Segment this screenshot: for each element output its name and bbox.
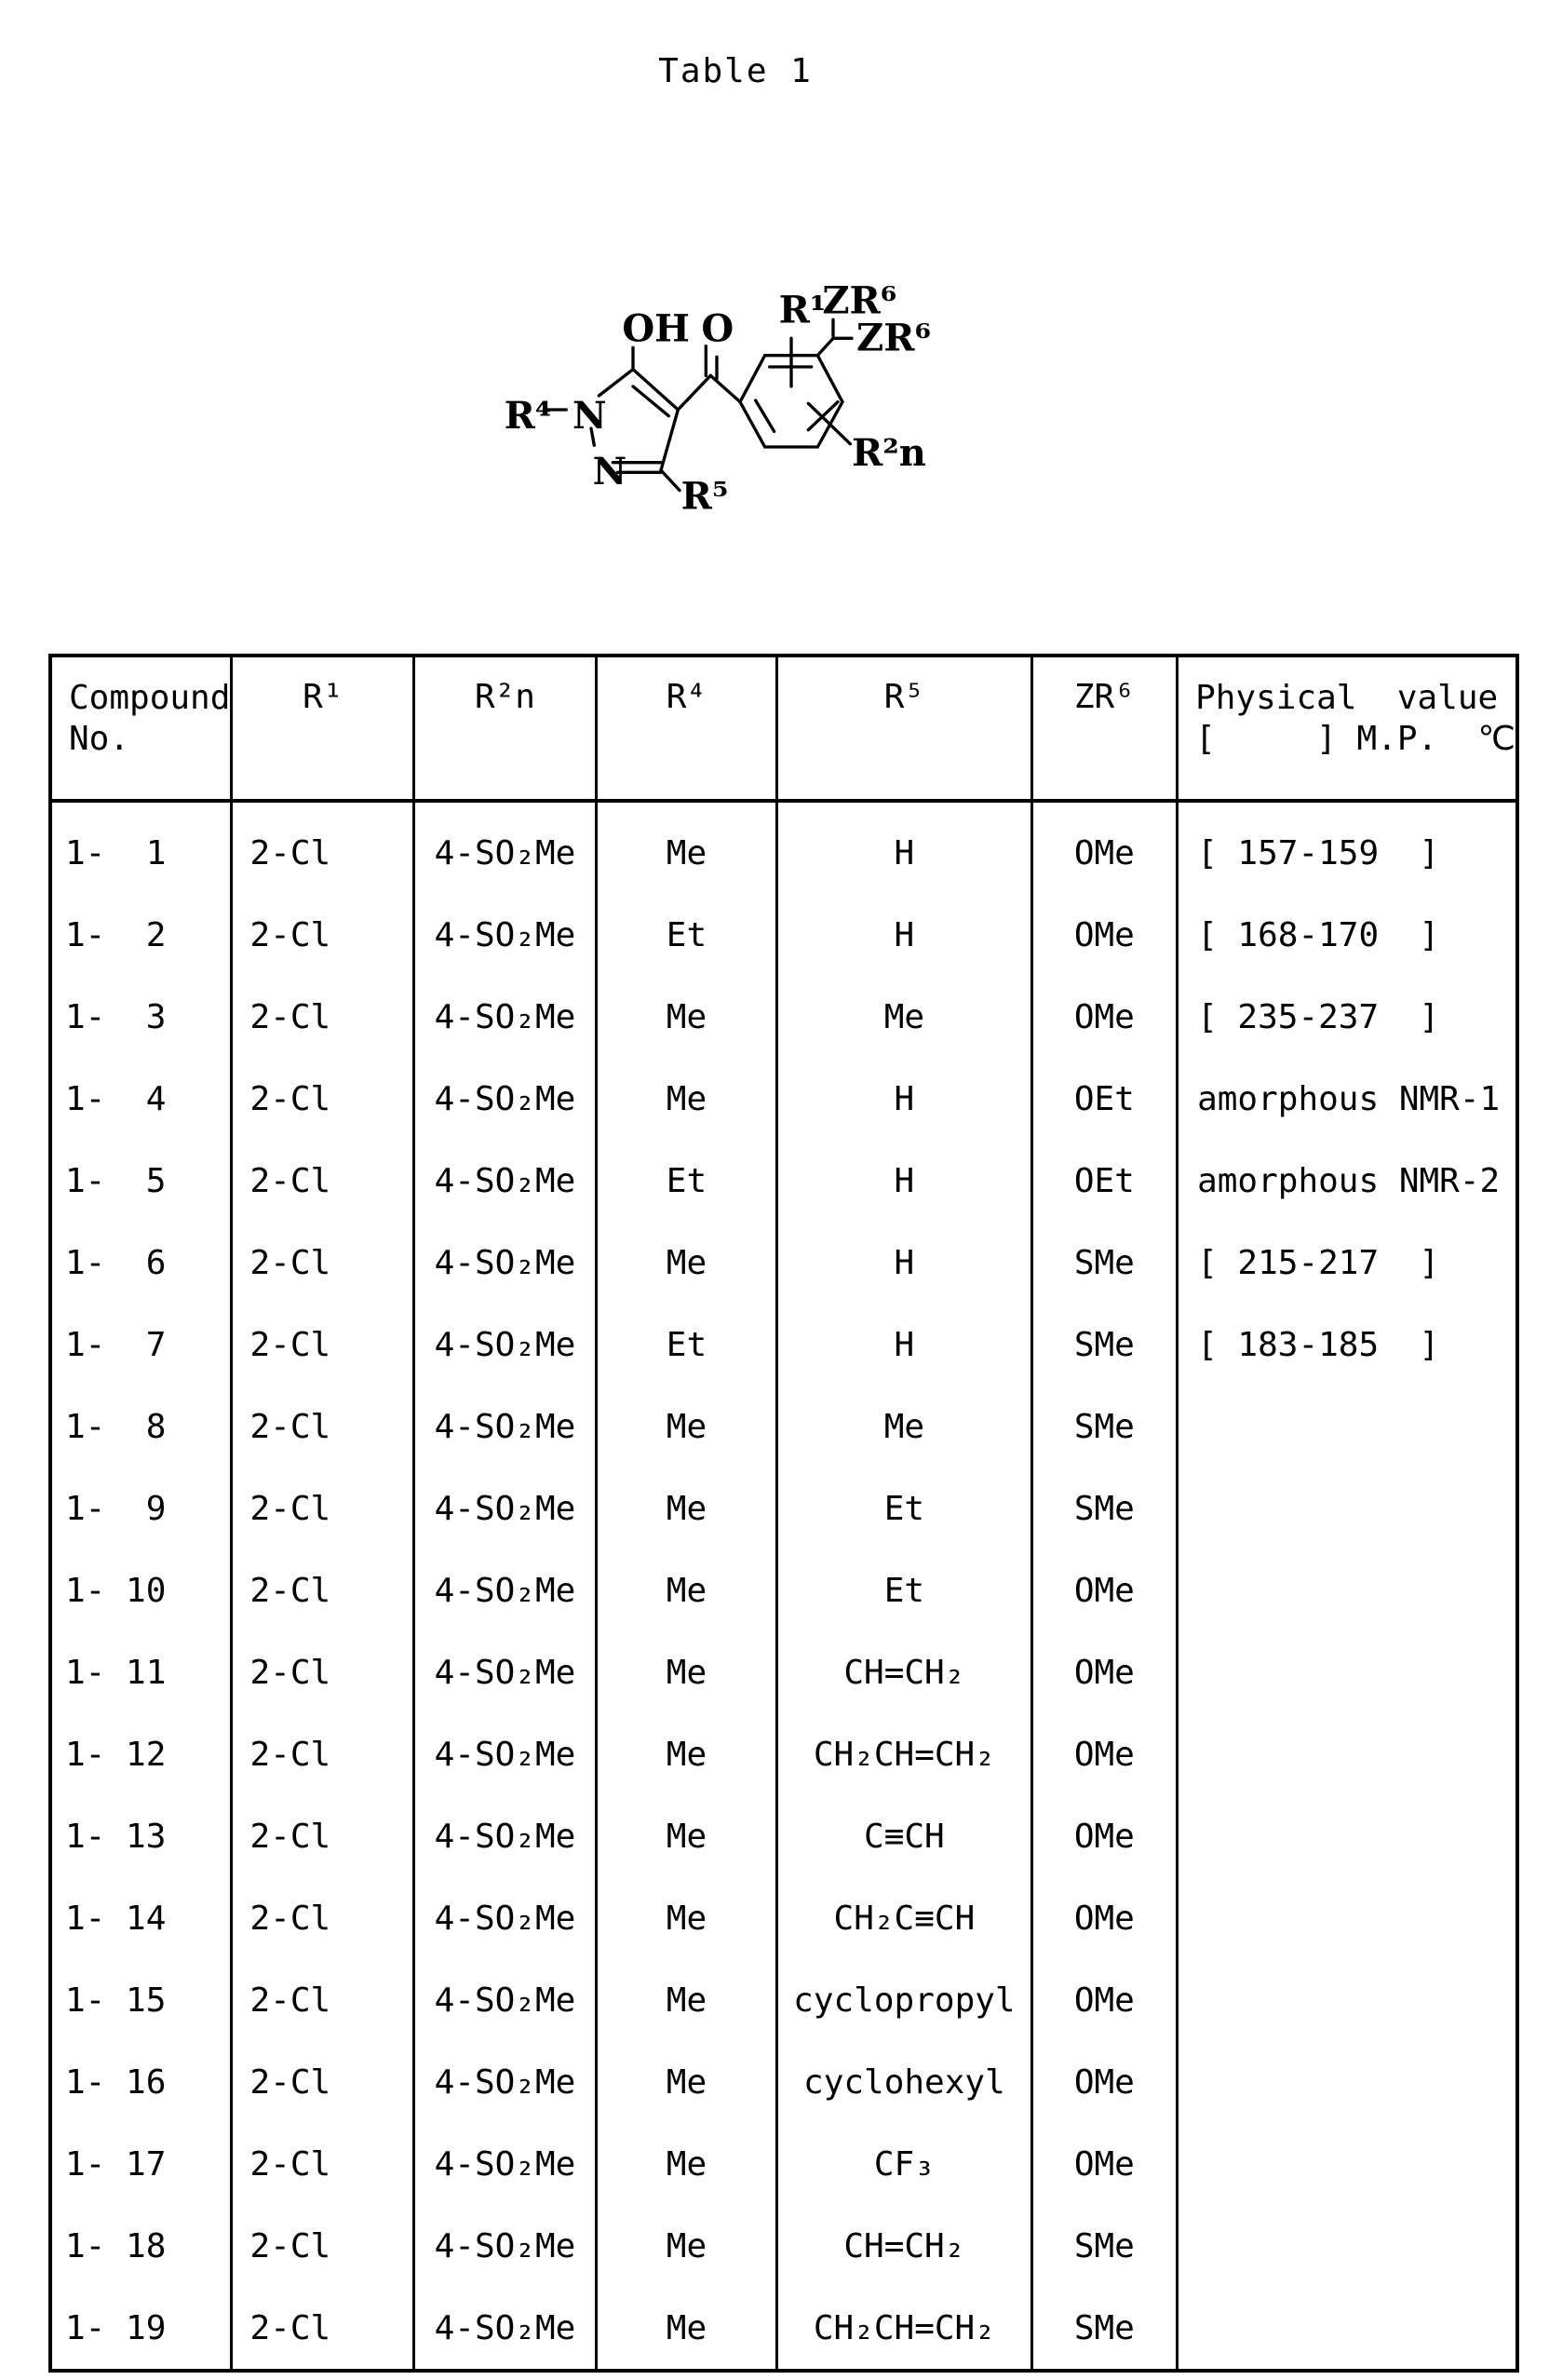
cell-r4: Me xyxy=(596,801,776,894)
cell-physical-value xyxy=(1178,1713,1517,1795)
cell-r2n: 4-SO₂Me xyxy=(414,1631,597,1713)
cell-physical-value xyxy=(1178,2041,1517,2123)
compound-table xyxy=(48,654,1519,2373)
cell-r1: 2-Cl xyxy=(232,1631,414,1713)
cell-compound-no: 1- 19 xyxy=(50,2287,232,2371)
cell-r5: CF₃ xyxy=(777,2123,1031,2205)
cell-compound-no: 1- 7 xyxy=(50,1304,232,1386)
header-r5: R⁵ xyxy=(777,656,1031,801)
cell-r5: cyclohexyl xyxy=(777,2041,1031,2123)
cell-physical-value xyxy=(1178,1631,1517,1713)
cell-r5: Et xyxy=(777,1549,1031,1631)
cell-physical-value xyxy=(1178,2123,1517,2205)
cell-r5: cyclopropyl xyxy=(777,1959,1031,2041)
table-row xyxy=(50,1713,1517,1795)
cell-r1: 2-Cl xyxy=(232,1386,414,1467)
cell-physical-value xyxy=(1178,1877,1517,1959)
cell-zr6: SMe xyxy=(1031,1222,1177,1304)
header-r1: R¹ xyxy=(232,656,414,801)
cell-r5: C≡CH xyxy=(777,1795,1031,1877)
cell-r4: Me xyxy=(596,976,776,1058)
table-row xyxy=(50,2205,1517,2287)
cell-r2n: 4-SO₂Me xyxy=(414,1304,597,1386)
cell-r5: CH₂C≡CH xyxy=(777,1877,1031,1959)
cell-r2n: 4-SO₂Me xyxy=(414,1222,597,1304)
cell-r5: H xyxy=(777,894,1031,976)
label-n2: N xyxy=(593,450,627,494)
cell-compound-no: 1- 13 xyxy=(50,1795,232,1877)
header-physical-value: Physical value [ ] M.P. ℃ xyxy=(1178,656,1517,801)
cell-zr6: OMe xyxy=(1031,2123,1177,2205)
cell-compound-no: 1- 16 xyxy=(50,2041,232,2123)
label-oh: OH xyxy=(622,307,690,351)
cell-zr6: SMe xyxy=(1031,1467,1177,1549)
cell-physical-value: [ 183-185 ] xyxy=(1178,1304,1517,1386)
cell-r1: 2-Cl xyxy=(232,2287,414,2371)
cell-zr6: OMe xyxy=(1031,1877,1177,1959)
cell-zr6: SMe xyxy=(1031,1386,1177,1467)
cell-zr6: OMe xyxy=(1031,1549,1177,1631)
cell-zr6: OMe xyxy=(1031,894,1177,976)
cell-r1: 2-Cl xyxy=(232,1222,414,1304)
cell-r1: 2-Cl xyxy=(232,2123,414,2205)
table-row xyxy=(50,2287,1517,2371)
cell-compound-no: 1- 1 xyxy=(50,801,232,894)
cell-zr6: OEt xyxy=(1031,1058,1177,1140)
table-row xyxy=(50,1140,1517,1222)
header-r2n: R²n xyxy=(414,656,597,801)
table-row xyxy=(50,801,1517,894)
cell-r4: Me xyxy=(596,1058,776,1140)
cell-r1: 2-Cl xyxy=(232,1140,414,1222)
cell-r5: H xyxy=(777,1140,1031,1222)
label-o: O xyxy=(701,307,734,351)
cell-zr6: OMe xyxy=(1031,1795,1177,1877)
table-row xyxy=(50,894,1517,976)
cell-physical-value: [ 168-170 ] xyxy=(1178,894,1517,976)
label-r1: R¹ xyxy=(779,289,827,332)
cell-r2n: 4-SO₂Me xyxy=(414,1877,597,1959)
cell-r5: CH=CH₂ xyxy=(777,1631,1031,1713)
cell-r4: Et xyxy=(596,1304,776,1386)
cell-physical-value xyxy=(1178,1467,1517,1549)
cell-r2n: 4-SO₂Me xyxy=(414,801,597,894)
cell-r5: CH₂CH=CH₂ xyxy=(777,2287,1031,2371)
cell-r4: Me xyxy=(596,1631,776,1713)
cell-r2n: 4-SO₂Me xyxy=(414,1549,597,1631)
cell-physical-value: [ 235-237 ] xyxy=(1178,976,1517,1058)
cell-r2n: 4-SO₂Me xyxy=(414,1467,597,1549)
cell-r4: Me xyxy=(596,1222,776,1304)
table-row xyxy=(50,1959,1517,2041)
table-row xyxy=(50,1058,1517,1140)
cell-physical-value: [ 215-217 ] xyxy=(1178,1222,1517,1304)
cell-zr6: OMe xyxy=(1031,2041,1177,2123)
cell-r1: 2-Cl xyxy=(232,1549,414,1631)
cell-physical-value xyxy=(1178,1386,1517,1467)
cell-r5: H xyxy=(777,1304,1031,1386)
cell-compound-no: 1- 4 xyxy=(50,1058,232,1140)
header-r4: R⁴ xyxy=(596,656,776,801)
cell-r2n: 4-SO₂Me xyxy=(414,2041,597,2123)
table-header-row xyxy=(50,656,1517,801)
table-row xyxy=(50,1549,1517,1631)
cell-r5: Me xyxy=(777,976,1031,1058)
cell-r2n: 4-SO₂Me xyxy=(414,1386,597,1467)
cell-compound-no: 1- 18 xyxy=(50,2205,232,2287)
cell-compound-no: 1- 6 xyxy=(50,1222,232,1304)
cell-physical-value xyxy=(1178,1549,1517,1631)
cell-r2n: 4-SO₂Me xyxy=(414,2287,597,2371)
cell-r5: CH=CH₂ xyxy=(777,2205,1031,2287)
cell-r1: 2-Cl xyxy=(232,1467,414,1549)
cell-zr6: OMe xyxy=(1031,801,1177,894)
cell-r1: 2-Cl xyxy=(232,1959,414,2041)
cell-r2n: 4-SO₂Me xyxy=(414,894,597,976)
cell-r2n: 4-SO₂Me xyxy=(414,2123,597,2205)
cell-r4: Et xyxy=(596,1140,776,1222)
cell-r5: CH₂CH=CH₂ xyxy=(777,1713,1031,1795)
cell-physical-value xyxy=(1178,2205,1517,2287)
label-n1: N xyxy=(572,394,607,438)
cell-r4: Me xyxy=(596,2205,776,2287)
cell-r4: Me xyxy=(596,1877,776,1959)
cell-physical-value: [ 157-159 ] xyxy=(1178,801,1517,894)
cell-compound-no: 1- 11 xyxy=(50,1631,232,1713)
cell-r4: Me xyxy=(596,1467,776,1549)
cell-r4: Me xyxy=(596,1386,776,1467)
cell-r4: Me xyxy=(596,1713,776,1795)
cell-r5: Me xyxy=(777,1386,1031,1467)
table-row xyxy=(50,2123,1517,2205)
chemical-structure xyxy=(447,242,968,540)
cell-zr6: OMe xyxy=(1031,1631,1177,1713)
table-row xyxy=(50,976,1517,1058)
cell-compound-no: 1- 17 xyxy=(50,2123,232,2205)
table-row xyxy=(50,1304,1517,1386)
cell-zr6: OMe xyxy=(1031,1713,1177,1795)
table-row xyxy=(50,1631,1517,1713)
table-title: Table 1 xyxy=(0,52,1471,90)
cell-compound-no: 1- 2 xyxy=(50,894,232,976)
cell-r2n: 4-SO₂Me xyxy=(414,1713,597,1795)
cell-r1: 2-Cl xyxy=(232,2205,414,2287)
cell-zr6: SMe xyxy=(1031,2205,1177,2287)
cell-r4: Me xyxy=(596,1795,776,1877)
cell-zr6: SMe xyxy=(1031,1304,1177,1386)
cell-r2n: 4-SO₂Me xyxy=(414,2205,597,2287)
cell-zr6: OEt xyxy=(1031,1140,1177,1222)
label-r4: R⁴ xyxy=(505,394,552,438)
cell-physical-value xyxy=(1178,2287,1517,2371)
cell-zr6: SMe xyxy=(1031,2287,1177,2371)
cell-r4: Et xyxy=(596,894,776,976)
cell-physical-value xyxy=(1178,1959,1517,2041)
cell-physical-value: amorphous NMR-1 xyxy=(1178,1058,1517,1140)
cell-r1: 2-Cl xyxy=(232,801,414,894)
cell-compound-no: 1- 15 xyxy=(50,1959,232,2041)
cell-compound-no: 1- 12 xyxy=(50,1713,232,1795)
label-zr6-side: ZR⁶ xyxy=(856,317,931,360)
cell-compound-no: 1- 3 xyxy=(50,976,232,1058)
header-compound-no: Compound No. xyxy=(50,656,232,801)
cell-r1: 2-Cl xyxy=(232,1304,414,1386)
cell-zr6: OMe xyxy=(1031,1959,1177,2041)
cell-r1: 2-Cl xyxy=(232,1877,414,1959)
cell-r5: H xyxy=(777,1222,1031,1304)
label-r5: R⁵ xyxy=(681,475,729,519)
table-row xyxy=(50,1467,1517,1549)
cell-r5: H xyxy=(777,801,1031,894)
cell-r5: H xyxy=(777,1058,1031,1140)
cell-compound-no: 1- 8 xyxy=(50,1386,232,1467)
header-zr6: ZR⁶ xyxy=(1031,656,1177,801)
cell-r2n: 4-SO₂Me xyxy=(414,1058,597,1140)
cell-physical-value xyxy=(1178,1795,1517,1877)
cell-r4: Me xyxy=(596,2041,776,2123)
cell-r1: 2-Cl xyxy=(232,894,414,976)
cell-r5: Et xyxy=(777,1467,1031,1549)
cell-compound-no: 1- 5 xyxy=(50,1140,232,1222)
cell-r1: 2-Cl xyxy=(232,1795,414,1877)
label-r2n: R²n xyxy=(852,431,926,475)
cell-r1: 2-Cl xyxy=(232,2041,414,2123)
cell-r1: 2-Cl xyxy=(232,1058,414,1140)
cell-r2n: 4-SO₂Me xyxy=(414,976,597,1058)
cell-r4: Me xyxy=(596,1959,776,2041)
table-row xyxy=(50,1877,1517,1959)
cell-r2n: 4-SO₂Me xyxy=(414,1795,597,1877)
table-row xyxy=(50,1795,1517,1877)
table-row xyxy=(50,1222,1517,1304)
cell-compound-no: 1- 9 xyxy=(50,1467,232,1549)
cell-r1: 2-Cl xyxy=(232,976,414,1058)
cell-r4: Me xyxy=(596,1549,776,1631)
table-row xyxy=(50,1386,1517,1467)
cell-compound-no: 1- 14 xyxy=(50,1877,232,1959)
cell-r4: Me xyxy=(596,2287,776,2371)
label-zr6-top: ZR⁶ xyxy=(822,279,896,323)
cell-zr6: OMe xyxy=(1031,976,1177,1058)
table-row xyxy=(50,2041,1517,2123)
cell-physical-value: amorphous NMR-2 xyxy=(1178,1140,1517,1222)
cell-r1: 2-Cl xyxy=(232,1713,414,1795)
cell-r2n: 4-SO₂Me xyxy=(414,1140,597,1222)
cell-r2n: 4-SO₂Me xyxy=(414,1959,597,2041)
cell-compound-no: 1- 10 xyxy=(50,1549,232,1631)
cell-r4: Me xyxy=(596,2123,776,2205)
